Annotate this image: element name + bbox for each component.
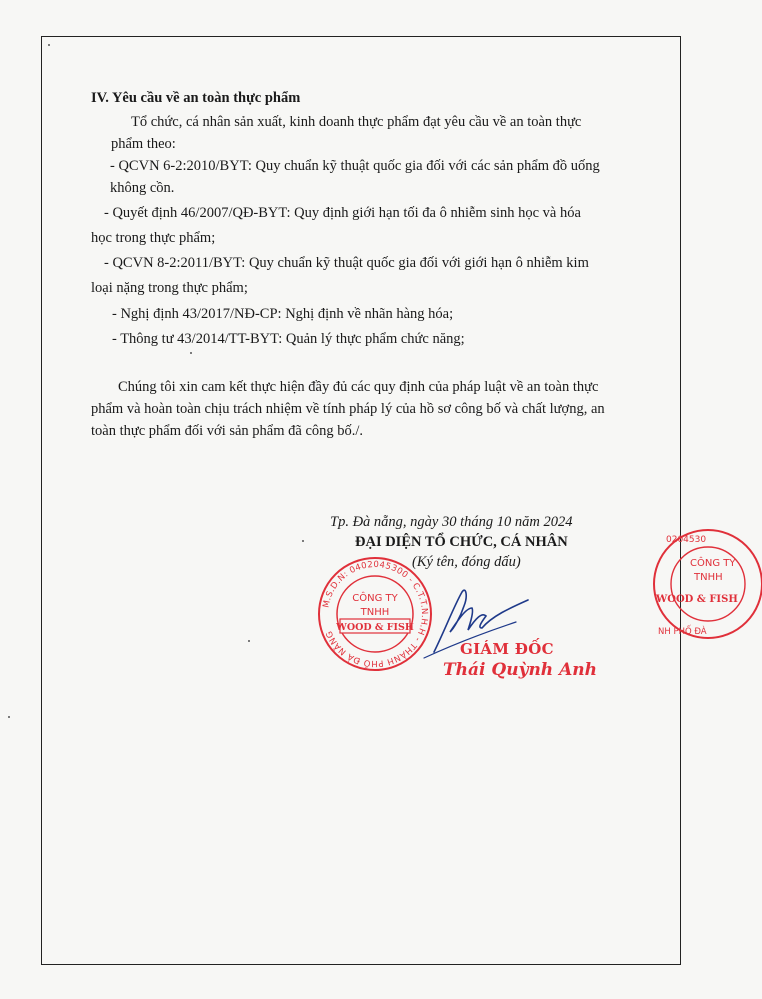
list-item: - Nghị định 43/2017/NĐ-CP: Nghị định về nhãn hàng hóa; xyxy=(112,306,454,322)
company-stamp xyxy=(316,555,434,673)
representative-title: ĐẠI DIỆN TỔ CHỨC, CÁ NHÂN xyxy=(355,534,568,550)
section-heading: IV. Yêu cầu về an toàn thực phẩm xyxy=(91,90,301,106)
commitment-line: phẩm và hoàn toàn chịu trách nhiệm về tính pháp lý của hồ sơ công bố và chất lượng, an xyxy=(91,401,605,417)
stamp-right-bottom: NH PHỐ ĐÀ xyxy=(658,627,707,637)
list-item: - Quyết định 46/2007/QĐ-BYT: Quy định giới hạn tối đa ô nhiễm sinh học và hóa xyxy=(104,205,581,221)
commitment-line: Chúng tôi xin cam kết thực hiện đầy đủ các quy định của pháp luật về an toàn thực xyxy=(118,379,599,395)
page-border xyxy=(41,36,681,965)
stamp-right-line2: TNHH xyxy=(694,572,723,583)
stamp-line3: WOOD & FISH xyxy=(336,622,414,633)
company-stamp-partial xyxy=(652,522,762,648)
svg-text:M.S.D.N: 0402045300 - C.T.T.N.: M.S.D.N: 0402045300 - C.T.T.N.H.H - THÀNH PHỐ ĐÀ NẴNG xyxy=(321,559,430,669)
signer-title: GIÁM ĐỐC xyxy=(460,640,554,658)
list-item: - QCVN 6-2:2010/BYT: Quy chuẩn kỹ thuật quốc gia đối với các sản phẩm đồ uống xyxy=(110,158,600,174)
intro-line: phẩm theo: xyxy=(111,136,176,152)
list-item: - Thông tư 43/2014/TT-BYT: Quản lý thực phẩm chức năng; xyxy=(112,331,465,347)
place-date: Tp. Đà nẵng, ngày 30 tháng 10 năm 2024 xyxy=(330,514,573,530)
commitment-line: toàn thực phẩm đối với sản phẩm đã công bố./. xyxy=(91,423,364,439)
scan-speck xyxy=(190,352,192,354)
list-item: học trong thực phẩm; xyxy=(91,230,216,246)
stamp-right-line3: WOOD & FISH xyxy=(656,594,738,605)
scan-speck xyxy=(248,640,250,642)
list-item: - QCVN 8-2:2011/BYT: Quy chuẩn kỹ thuật quốc gia đối với giới hạn ô nhiễm kim xyxy=(104,255,589,271)
scan-speck xyxy=(8,716,10,718)
stamp-line2: TNHH xyxy=(360,607,390,618)
stamp-right-top: 0204530 xyxy=(666,535,707,545)
list-item: loại nặng trong thực phẩm; xyxy=(91,280,248,296)
intro-line: Tổ chức, cá nhân sản xuất, kinh doanh thực phẩm đạt yêu cầu về an toàn thực xyxy=(131,114,582,130)
signer-name: Thái Quỳnh Anh xyxy=(443,660,597,680)
scan-speck xyxy=(48,44,50,46)
stamp-line1: CÔNG TY xyxy=(352,593,398,604)
scan-speck xyxy=(302,540,304,542)
sign-note: (Ký tên, đóng dấu) xyxy=(412,554,521,570)
list-item: không cồn. xyxy=(110,180,175,196)
stamp-right-line1: CÔNG TY xyxy=(690,558,736,569)
